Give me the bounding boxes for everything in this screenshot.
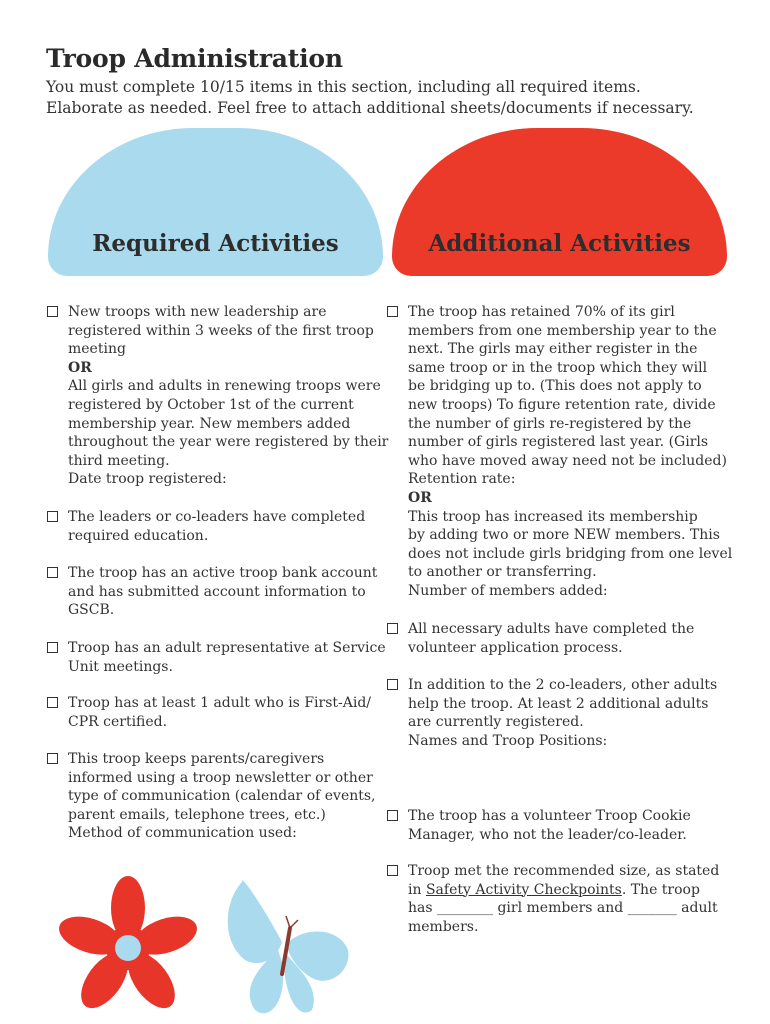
item-line: new troops) To figure retention rate, divide [408,396,716,413]
additional-item-troop-size [387,862,719,936]
item-line: be bridging up to. (This does not apply to [408,378,702,395]
checkbox[interactable] [387,623,398,634]
item-line-prefix: in [408,881,426,898]
checkbox[interactable] [47,642,58,653]
item-line: members. [408,918,479,935]
item-line: Method of communication used: [68,825,297,842]
required-item-first-aid [47,694,371,731]
butterfly-icon [228,880,349,1013]
item-line: has ________ girl members and _______ adult [408,900,718,917]
required-item-bank-account [47,564,377,620]
item-line: Retention rate: [408,471,516,488]
item-line: members from one membership year to the [408,322,717,339]
item-line: volunteer application process. [408,639,623,656]
intro-text [46,77,746,119]
item-line: All girls and adults in renewing troops were [68,378,381,395]
item-line: who have moved away need not be included) [408,452,727,469]
item-line: Names and Troop Positions: [408,732,608,749]
item-line: to another or transferring. [408,564,597,581]
item-line: GSCB. [68,602,115,619]
required-item-education [47,508,365,545]
item-line: In addition to the 2 co-leaders, other adults [408,677,718,693]
item-line: meeting [68,341,126,358]
item-line [408,881,719,900]
item-line: same troop or in the troop which they will [408,359,708,376]
required-item-service-unit [47,639,386,676]
item-line: CPR certified. [68,713,168,730]
additional-item-cookie-manager [387,807,691,844]
item-line: registered by October 1st of the current [68,396,354,413]
item-line: the number of girls re-registered by the [408,415,692,432]
item-line: Troop has at least 1 adult who is First-Aid/ [68,695,372,711]
item-line: and has submitted account information to [68,583,366,600]
checkbox[interactable] [47,567,58,578]
item-line: Troop met the recommended size, as stated [408,863,720,879]
item-line: type of communication (calendar of events, [68,788,376,805]
item-line-suffix: . The troop [621,881,700,898]
required-item-communication [47,750,376,843]
item-line: All necessary adults have completed the [408,621,695,637]
additional-item-volunteer-application [387,620,694,657]
safety-activity-checkpoints-link[interactable]: Safety Activity Checkpoints [425,881,622,898]
additional-item-retention [387,303,732,601]
decorative-art [50,870,370,1024]
intro-line: You must complete 10/15 items in this section, including all required items. [46,78,641,96]
checkbox[interactable] [47,511,58,522]
item-line: help the troop. At least 2 additional adults [408,695,709,712]
item-line: parent emails, telephone trees, etc.) [68,806,326,823]
checkbox[interactable] [387,865,398,876]
item-line: The leaders or co-leaders have completed [68,509,366,525]
item-line: throughout the year were registered by their [68,434,389,451]
item-line: required education. [68,527,209,544]
item-line: third meeting. [68,452,170,469]
item-line: The troop has retained 70% of its girl [408,304,675,320]
item-line: informed using a troop newsletter or other [68,769,373,786]
item-line: Unit meetings. [68,658,173,675]
page-title: Troop Administration [46,44,343,73]
item-line: next. The girls may either register in the [408,341,698,358]
required-item-registration [47,303,388,489]
item-line: Date troop registered: [68,471,227,488]
checkbox[interactable] [387,810,398,821]
item-line: are currently registered. [408,714,584,731]
intro-line: Elaborate as needed. Feel free to attach additional sheets/documents if necessary. [46,99,694,117]
additional-activities-heading: Additional Activities [428,230,691,257]
item-line: This troop has increased its membership [408,508,698,525]
item-line: registered within 3 weeks of the first troop [68,322,374,339]
checkbox[interactable] [47,697,58,708]
item-line: membership year. New members added [68,415,351,432]
checkbox[interactable] [387,679,398,690]
additional-item-other-adults [387,676,717,750]
item-line: Troop has an adult representative at Service [68,640,386,656]
item-line: Number of members added: [408,582,608,599]
checkbox[interactable] [387,306,398,317]
flower-icon [54,876,201,1016]
item-line: OR [68,359,92,376]
item-line: The troop has an active troop bank account [68,565,378,581]
item-line: The troop has a volunteer Troop Cookie [408,808,691,824]
item-line: Manager, who not the leader/co-leader. [408,826,687,843]
item-line: OR [408,489,432,506]
item-line: number of girls registered last year. (Girls [408,434,709,451]
item-line: This troop keeps parents/caregivers [68,751,325,767]
item-line: New troops with new leadership are [68,304,327,320]
checkbox[interactable] [47,753,58,764]
item-line: by adding two or more NEW members. This [408,527,720,544]
checkbox[interactable] [47,306,58,317]
item-line: does not include girls bridging from one level [408,545,733,562]
required-activities-heading: Required Activities [92,230,339,257]
